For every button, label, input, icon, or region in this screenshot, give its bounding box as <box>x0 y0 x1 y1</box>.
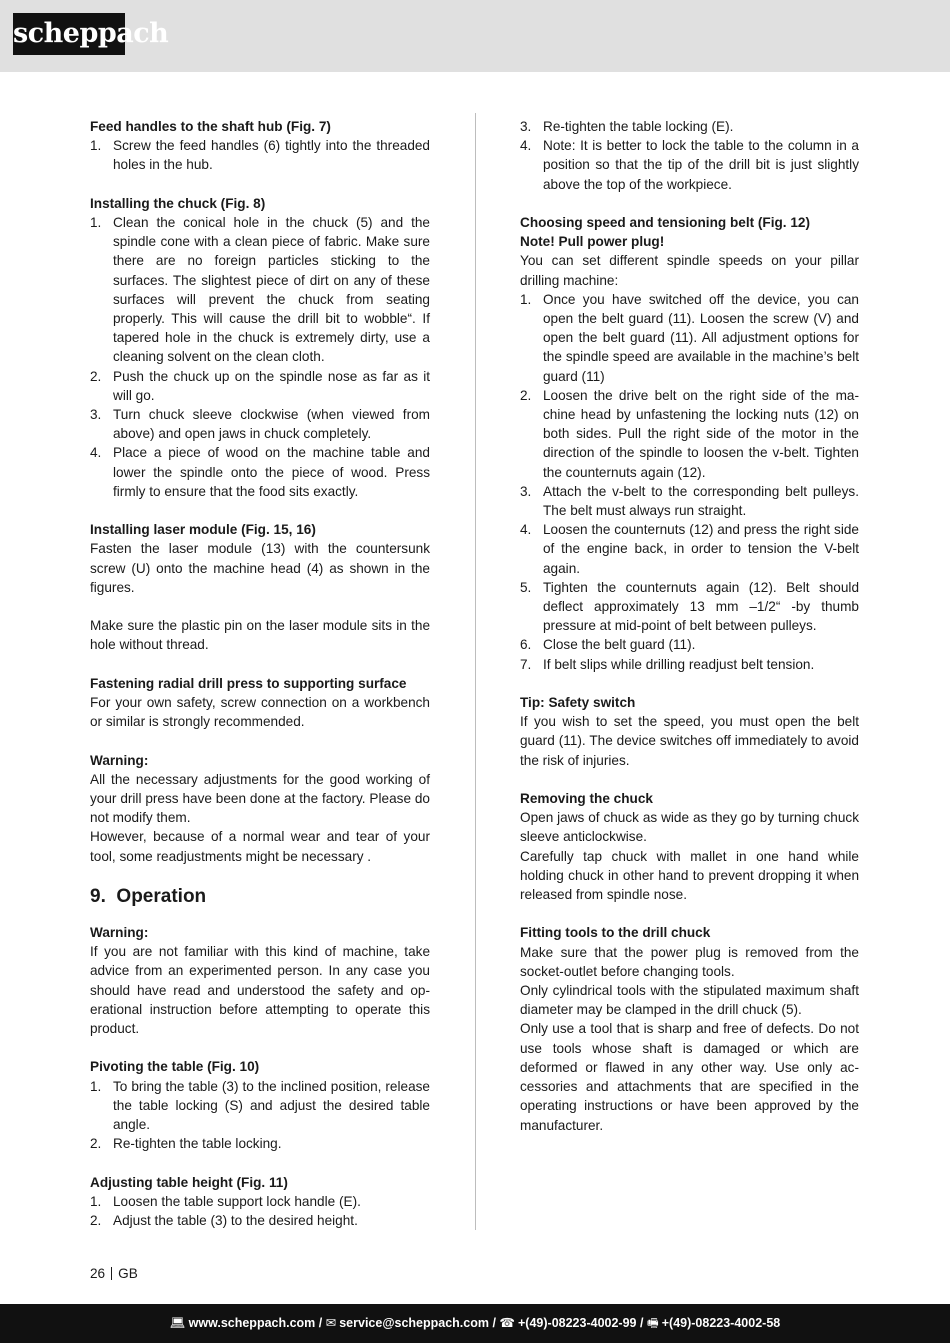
item-number: 1. <box>520 291 532 307</box>
section-heading: Installing laser module (Fig. 15, 16) <box>90 522 316 538</box>
item-number: 3. <box>520 483 532 499</box>
item-text: Clean the conical hole in the chuck (5) and the spindle cone with a clean piece of fabric. Make sure there are no foreign particles sticking to the surfaces. The slightest piece of dirt on any of these surfaces will prevent the chuck from seating properly. This will cause the drill bit to wobble“. If tapered hole in the chuck is extremely dirty, use a cleaning solvent on the clean cloth. <box>113 215 430 365</box>
section-heading: Fastening radial drill press to supporting surface <box>90 675 407 691</box>
item-text: Loosen the drive belt on the right side of the machine head by unfastening the locking nuts (12) on both sides. Pull the right side of the motor in the direction of the spindle to loosen the v-belt. Tighten the counternuts again (12). <box>543 387 859 480</box>
item-text: Push the chuck up on the spindle nose as far as it will go. <box>113 368 430 403</box>
chapter-number: 9. <box>90 886 106 908</box>
chapter-heading <box>90 885 430 909</box>
paragraph: All the necessary adjustments for the good working of your drill press have been done at the factory. Please do not modify them. <box>90 771 430 826</box>
list-item <box>520 578 859 636</box>
page-number-value: 26 <box>90 1266 106 1281</box>
section-heading: Feed handles to the shaft hub (Fig. 7) <box>90 119 331 134</box>
numbered-list <box>90 213 430 501</box>
footer-bar <box>0 1304 950 1343</box>
item-text: Once you have switched off the device, you can open the belt guard (11). Loosen the screw (V) and open the belt guard (11). All adjustment options for the spindle speed are available in the machine’s belt guard (11) <box>543 291 859 384</box>
item-number: 7. <box>520 656 532 672</box>
right-column <box>520 117 859 1154</box>
item-text: Re-tighten the table locking (E). <box>543 119 734 134</box>
mail-icon: ✉︎ <box>325 1316 337 1330</box>
header-bar <box>0 0 950 72</box>
item-text: Re-tighten the table locking. <box>113 1136 282 1152</box>
numbered-list <box>520 290 859 674</box>
phone-icon: ☎︎ <box>499 1316 515 1330</box>
section-warning-operation <box>90 923 430 1038</box>
section-heading: Fitting tools to the drill chuck <box>520 925 711 941</box>
item-number: 1. <box>90 138 102 154</box>
numbered-list <box>90 1192 430 1230</box>
item-number: 3. <box>520 119 532 134</box>
list-item <box>90 1192 430 1211</box>
page-language: GB <box>118 1266 138 1281</box>
section-heading: Warning: <box>90 752 149 768</box>
column-divider <box>475 113 476 1230</box>
item-text: Close the belt guard (11). <box>543 637 696 653</box>
section-laser-note <box>90 616 430 654</box>
section-heading: Pivoting the table (Fig. 10) <box>90 1059 260 1075</box>
list-item <box>90 405 430 443</box>
section-table-height-continued <box>520 117 859 194</box>
scheppach-logo[interactable]: scheppach <box>13 13 125 55</box>
list-item <box>520 482 859 520</box>
item-text: Adjust the table (3) to the desired height. <box>113 1213 358 1229</box>
numbered-list <box>90 136 430 174</box>
section-warning-adjustments <box>90 751 430 866</box>
list-item <box>520 136 859 194</box>
section-installing-chuck <box>90 194 430 501</box>
list-item <box>520 117 859 136</box>
list-item <box>90 1211 430 1230</box>
list-item <box>90 213 430 367</box>
item-number: 1. <box>90 1078 102 1094</box>
item-text: Turn chuck sleeve clockwise (when viewed from above) and open jaws in chuck completely. <box>113 407 430 442</box>
paragraph: Open jaws of chuck as wide as they go by turning chuck sleeve anticlockwise. <box>520 810 859 845</box>
item-number: 2. <box>90 1213 102 1229</box>
list-item <box>90 1134 430 1153</box>
footer-website[interactable]: www.scheppach.com / <box>188 1316 323 1330</box>
section-fastening <box>90 674 430 732</box>
page-number <box>90 1265 138 1283</box>
item-number: 2. <box>90 368 102 384</box>
list-item <box>90 136 430 174</box>
section-heading: Removing the chuck <box>520 791 653 807</box>
paragraph: You can set different spindle speeds on your pillar drilling machine: <box>520 253 859 288</box>
fax-icon: 🖷︎ <box>646 1316 659 1330</box>
section-laser-module <box>90 520 430 597</box>
paragraph: Only cylindrical tools with the stipulated maximum shaft diameter may be clamped in the drill chuck (5). <box>520 983 859 1018</box>
chapter-title: Operation <box>116 886 207 908</box>
section-heading: Choosing speed and tensioning belt (Fig. 12) <box>520 215 811 230</box>
numbered-list <box>520 117 859 194</box>
section-removing-chuck <box>520 789 859 904</box>
item-number: 2. <box>520 387 532 403</box>
section-feed-handles <box>90 117 430 175</box>
paragraph: If you wish to set the speed, you must open the belt guard (11). The device switches off immediately to avoid the risk of injuries. <box>520 714 859 768</box>
item-number: 1. <box>90 1193 102 1209</box>
paragraph: Carefully tap chuck with mallet in one hand while holding chuck in other hand to prevent dropping it when released from spindle nose. <box>520 848 859 903</box>
footer-phone[interactable]: +(49)-08223-4002-99 / <box>518 1316 644 1330</box>
paragraph: For your own safety, screw connection on a workbench or similar is strongly recommended. <box>90 695 430 730</box>
item-text: To bring the table (3) to the inclined position, release the table locking (S) and adjust the desired table angle. <box>113 1078 430 1133</box>
footer-fax: +(49)-08223-4002-58 <box>661 1316 781 1330</box>
list-item <box>520 520 859 578</box>
paragraph: However, because of a normal wear and tear of your tool, some readjustments might be necessary . <box>90 829 430 864</box>
section-table-height <box>90 1173 430 1231</box>
item-number: 1. <box>90 215 102 230</box>
item-text: Place a piece of wood on the machine table and lower the spindle onto the piece of wood. Press firmly to ensure that the food sits exactly. <box>113 445 430 499</box>
list-item <box>90 443 430 501</box>
section-heading: Warning: <box>90 925 149 941</box>
item-number: 2. <box>90 1136 102 1152</box>
section-pivoting-table <box>90 1057 430 1153</box>
list-item <box>90 1077 430 1135</box>
section-heading: Tip: Safety switch <box>520 695 636 711</box>
list-item <box>90 367 430 405</box>
footer-email[interactable]: service@scheppach.com / <box>339 1316 496 1330</box>
list-item <box>520 655 859 674</box>
item-number: 3. <box>90 407 102 423</box>
item-number: 6. <box>520 637 532 653</box>
item-text: If belt slips while drilling readjust belt tension. <box>543 656 815 672</box>
section-speed-belt <box>520 213 859 674</box>
item-text: Attach the v-belt to the corresponding belt pulleys. The belt must always run straight. <box>543 483 859 519</box>
item-text: Tighten the counternuts again (12). Belt should deflect approximately 13 mm –1/2“ -by thumb pressure at mid-point of belt between pulleys. <box>543 579 859 634</box>
section-safety-switch <box>520 693 859 770</box>
paragraph: Fasten the laser module (13) with the countersunk screw (U) onto the machine head (4) as shown in the figures. <box>90 541 430 595</box>
list-item <box>520 635 859 654</box>
item-text: Loosen the counternuts (12) and press the right side of the engine back, in order to tension the V-belt again. <box>543 522 859 576</box>
list-item <box>520 290 859 386</box>
section-heading: Adjusting table height (Fig. 11) <box>90 1174 288 1190</box>
paragraph: Make sure the plastic pin on the laser module sits in the hole without thread. <box>90 618 430 653</box>
item-text: Screw the feed handles (6) tightly into the threaded holes in the hub. <box>113 138 430 173</box>
section-fitting-tools <box>520 923 859 1134</box>
page-separator <box>111 1267 112 1280</box>
section-heading: Installing the chuck (Fig. 8) <box>90 195 266 211</box>
item-number: 4. <box>520 522 532 538</box>
item-text: Note: It is better to lock the table to the column in a position so that the tip of the drill bit is just slightly above the top of the workpiece. <box>543 138 859 192</box>
computer-icon: 💻︎ <box>169 1316 186 1330</box>
numbered-list <box>90 1077 430 1154</box>
item-number: 4. <box>520 138 532 154</box>
left-column <box>90 117 430 1249</box>
note-pull-plug: Note! Pull power plug! <box>520 234 665 250</box>
item-number: 5. <box>520 579 532 595</box>
paragraph: Only use a tool that is sharp and free of defects. Do not use tools whose shaft is damaged or which are deformed or flawed in any other way. Use only accessories and attachments that are specified in the operating instructions or have been approved by the manufacturer. <box>520 1021 859 1133</box>
list-item <box>520 386 859 482</box>
paragraph: Make sure that the power plug is removed from the socket-outlet before changing tools. <box>520 944 859 979</box>
item-number: 4. <box>90 445 102 461</box>
item-text: Loosen the table support lock handle (E). <box>113 1193 361 1209</box>
paragraph: If you are not familiar with this kind of machine, take advice from an experimented person. In any case you should have read and understood the safety and operational instruction before attempting to operate this product. <box>90 944 430 1037</box>
